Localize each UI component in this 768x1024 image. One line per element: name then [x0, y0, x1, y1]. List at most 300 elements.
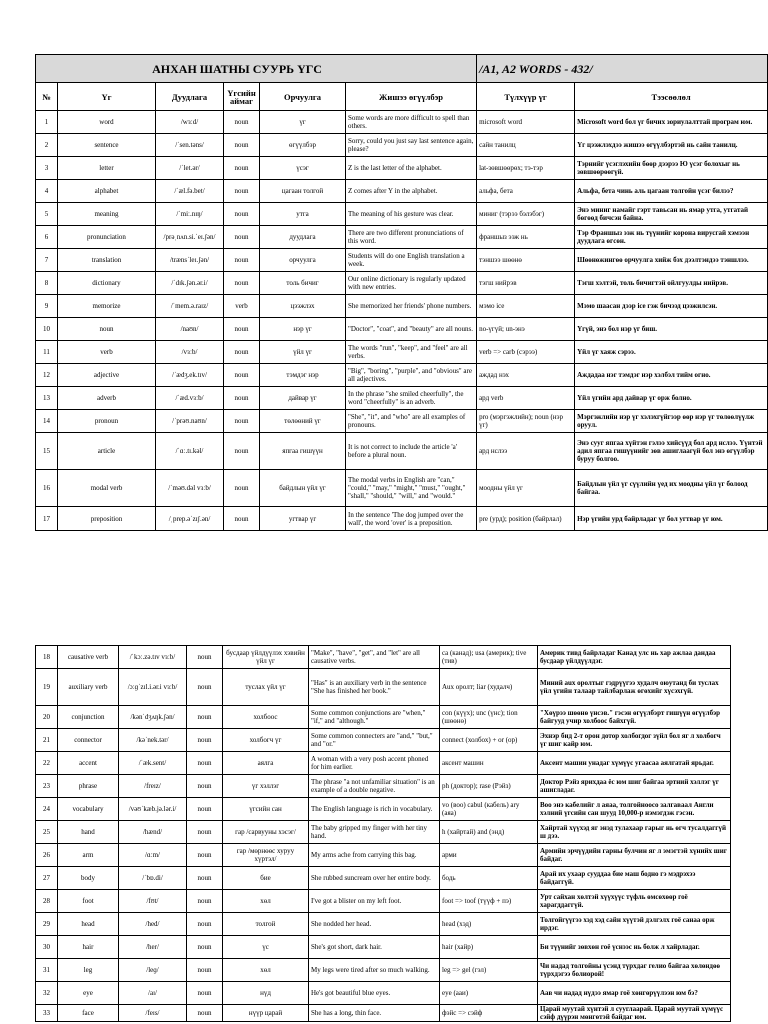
cell-pronunciation: /freɪz/: [119, 775, 187, 798]
cell-keyword: ард verb: [477, 387, 575, 410]
cell-translation: хөл: [223, 959, 309, 982]
cell-word: auxiliary verb: [58, 669, 119, 706]
cell-word: pronunciation: [58, 226, 156, 249]
cell-number: 12: [36, 364, 58, 387]
cell-translation: бусдаар үйлдүүлэх хэвийн үйл үг: [223, 646, 309, 669]
cell-mnemonic: Эхнэр бид 2-т орон дотор холбогдог зүйл бол яг л холбогч үг шиг кайр юм.: [538, 729, 731, 752]
cell-word: leg: [58, 959, 119, 982]
cell-translation: цээжлэх: [260, 295, 346, 318]
cell-word: eye: [58, 982, 119, 1005]
cell-part-of-speech: noun: [187, 775, 223, 798]
cell-example: Some common connecters are "and," "but," and "or.": [309, 729, 440, 752]
col-header-translation: Орчуулга: [260, 83, 346, 111]
cell-number: 3: [36, 157, 58, 180]
table-row: [36, 295, 768, 318]
table-row: [36, 180, 768, 203]
cell-example: Sorry, could you just say last sentence again, please?: [346, 134, 477, 157]
cell-mnemonic: Нэр үгийн урд байрладаг үг бол угтвар үг юм.: [575, 507, 768, 531]
cell-example: I've got a blister on my left foot.: [309, 890, 440, 913]
table-row: [36, 669, 731, 706]
cell-word: body: [58, 867, 119, 890]
cell-mnemonic: Аав чи надад нүдээ ямар гоё хөнгөрүүлээн юм бэ?: [538, 982, 731, 1005]
cell-word: word: [58, 111, 156, 134]
cell-number: 22: [36, 752, 58, 775]
vocab-table-bottom: [35, 645, 727, 1022]
cell-word: face: [58, 1005, 119, 1022]
cell-pronunciation: /trænsˈleɪ.ʃən/: [156, 249, 224, 272]
cell-pronunciation: /ˈæk.sent/: [119, 752, 187, 775]
table-row: [36, 1005, 731, 1022]
cell-part-of-speech: noun: [224, 180, 260, 203]
cell-word: arm: [58, 844, 119, 867]
cell-mnemonic: Байдлын үйл үг сүүлийн үед их моодны үйл үг болоод байгаа.: [575, 470, 768, 507]
cell-mnemonic: Миний aux оролтыг гэдрүүгээ худалч оюутанд би туслах үйл үгийн талаар тайлбарлаж өгөхийг хүсэхгүй.: [538, 669, 731, 706]
cell-example: "Big", "boring", "purple", and "obvious" are all adjectives.: [346, 364, 477, 387]
cell-part-of-speech: noun: [187, 936, 223, 959]
cell-keyword: con (күүх); unc (үнс); tion (шөөнө): [440, 706, 538, 729]
cell-translation: үсэг: [260, 157, 346, 180]
cell-keyword: аждад нэх: [477, 364, 575, 387]
cell-translation: холбоос: [223, 706, 309, 729]
cell-part-of-speech: noun: [224, 157, 260, 180]
cell-translation: гар /сарвууны хэсэг/: [223, 821, 309, 844]
cell-example: In the phrase "she smiled cheerfully", the word "cheerfully" is an adverb.: [346, 387, 477, 410]
cell-word: head: [58, 913, 119, 936]
cell-mnemonic: Үйл үг хаяж сэрээ.: [575, 341, 768, 364]
cell-mnemonic: Үйл үгийн ард дайвар үг орж болно.: [575, 387, 768, 410]
cell-part-of-speech: verb: [224, 295, 260, 318]
cell-word: modal verb: [58, 470, 156, 507]
cell-mnemonic: Мэргэжлийн нэр үг хэлэхгүйгээр өөр нэр үг төлөөлүүлж оруул.: [575, 410, 768, 433]
cell-pronunciation: /leɡ/: [119, 959, 187, 982]
cell-pronunciation: /ˈmem.ə.raɪz/: [156, 295, 224, 318]
cell-example: The English language is rich in vocabulary.: [309, 798, 440, 821]
cell-example: She nodded her head.: [309, 913, 440, 936]
table-row: [36, 470, 768, 507]
cell-translation: тэмдэг нэр: [260, 364, 346, 387]
cell-pronunciation: /ˌprep.əˈzɪʃ.ən/: [156, 507, 224, 531]
table-row: [36, 157, 768, 180]
cell-keyword: арми: [440, 844, 538, 867]
table-row: [36, 798, 731, 821]
cell-pronunciation: /ˈbɒ.di/: [119, 867, 187, 890]
cell-mnemonic: Үгүй, энэ бол нэр үг биш.: [575, 318, 768, 341]
cell-mnemonic: Үг цээжлэхдээ жишээ өгүүлбэртэй нь сайн танилц.: [575, 134, 768, 157]
cell-keyword: фэйс => сэйф: [440, 1005, 538, 1022]
col-header-pronunciation: Дуудлага: [156, 83, 224, 111]
cell-part-of-speech: noun: [187, 913, 223, 936]
cell-example: Students will do one English translation a week.: [346, 249, 477, 272]
cell-number: 5: [36, 203, 58, 226]
cell-keyword: vo (воо) cabul (кабель) ary (аяа): [440, 798, 538, 821]
cell-pronunciation: /feɪs/: [119, 1005, 187, 1022]
cell-part-of-speech: noun: [224, 387, 260, 410]
cell-pronunciation: /ˈdɪk.ʃən.ər.i/: [156, 272, 224, 295]
cell-part-of-speech: noun: [187, 867, 223, 890]
cell-pronunciation: /hed/: [119, 913, 187, 936]
cell-example: Some common conjunctions are "when," "if," and "although.": [309, 706, 440, 729]
cell-mnemonic: Шөөнөжингөө орчуулга хийж бэх дээлтэндээ тэншлээ.: [575, 249, 768, 272]
cell-translation: дайвар үг: [260, 387, 346, 410]
cell-part-of-speech: noun: [187, 1005, 223, 1022]
cell-keyword: eye (ааи): [440, 982, 538, 1005]
cell-keyword: тэншээ шөөнө: [477, 249, 575, 272]
cell-word: preposition: [58, 507, 156, 531]
cell-keyword: microsoft word: [477, 111, 575, 134]
cell-example: Our online dictionary is regularly updated with new entries.: [346, 272, 477, 295]
cell-translation: орчуулга: [260, 249, 346, 272]
cell-translation: япгаа гишүүн: [260, 433, 346, 470]
cell-pronunciation: /ˈæl.fə.bet/: [156, 180, 224, 203]
cell-number: 4: [36, 180, 58, 203]
table-row: [36, 646, 731, 669]
cell-pronunciation: /aɪ/: [119, 982, 187, 1005]
cell-keyword: альфа, бета: [477, 180, 575, 203]
table-row: [36, 226, 768, 249]
cell-number: 33: [36, 1005, 58, 1022]
cell-number: 6: [36, 226, 58, 249]
table-row: [36, 982, 731, 1005]
cell-pronunciation: /ˈməʊ.dəl vɜːb/: [156, 470, 224, 507]
cell-translation: бие: [223, 867, 309, 890]
cell-translation: үйл үг: [260, 341, 346, 364]
cell-keyword: lat-зөвшөөрөх; тэ-тэр: [477, 157, 575, 180]
table-row: [36, 867, 731, 890]
cell-pronunciation: /hænd/: [119, 821, 187, 844]
cell-keyword: head (хэд): [440, 913, 538, 936]
cell-pronunciation: /ˈprəʊ.naʊn/: [156, 410, 224, 433]
cell-example: In the sentence 'The dog jumped over the wall', the word 'over' is a preposition.: [346, 507, 477, 531]
table-row: [36, 729, 731, 752]
cell-mnemonic: Армийн эрчүүдийн гарны булчин яг л эмэгтэй хүнийх шиг байдаг.: [538, 844, 731, 867]
cell-word: hair: [58, 936, 119, 959]
cell-example: There are two different pronunciations of this word.: [346, 226, 477, 249]
vocab-table-top: [35, 54, 763, 531]
cell-pronunciation: /ˈlet.ər/: [156, 157, 224, 180]
cell-example: She has a long, thin face.: [309, 1005, 440, 1022]
cell-word: vocabulary: [58, 798, 119, 821]
table-row: [36, 706, 731, 729]
table-row: [36, 433, 768, 470]
table-row: [36, 203, 768, 226]
cell-word: conjunction: [58, 706, 119, 729]
cell-word: phrase: [58, 775, 119, 798]
cell-mnemonic: Аждадаа нэг тэмдэг нэр хэлбэл тийм огно.: [575, 364, 768, 387]
cell-mnemonic: Мэмо шаасан дээр ice гэж бичээд цээжилсэн.: [575, 295, 768, 318]
cell-example: A woman with a very posh accent phoned for him earlier.: [309, 752, 440, 775]
table-row: [36, 387, 768, 410]
cell-keyword: ард нслээ: [477, 433, 575, 470]
cell-translation: цагаан толгой: [260, 180, 346, 203]
cell-keyword: Aux оролт; liar (худалч): [440, 669, 538, 706]
cell-translation: дуудлага: [260, 226, 346, 249]
cell-translation: үгсийн сан: [223, 798, 309, 821]
cell-example: The baby gripped my finger with her tiny hand.: [309, 821, 440, 844]
cell-mnemonic: "Хөүрээ шөөнө үнсэв." гэсэн өгүүлбэрт гишүүн өгүүлбэр байгууд учир холбоос байхгүй.: [538, 706, 731, 729]
cell-word: connector: [58, 729, 119, 752]
cell-example: The modal verbs in English are "can," "could," "may," "might," "must," "ought," "shall," "should," "will," and "would.": [346, 470, 477, 507]
cell-number: 28: [36, 890, 58, 913]
cell-number: 16: [36, 470, 58, 507]
cell-word: translation: [58, 249, 156, 272]
cell-keyword: франшыз ээж нь: [477, 226, 575, 249]
cell-number: 7: [36, 249, 58, 272]
col-header-mnemonic: Тээсөөлөл: [575, 83, 768, 111]
cell-translation: хөл: [223, 890, 309, 913]
cell-pronunciation: /ˈæd.vɜːb/: [156, 387, 224, 410]
cell-example: Some words are more difficult to spell than others.: [346, 111, 477, 134]
cell-keyword: ph (доктор); rase (Рэйз): [440, 775, 538, 798]
cell-mnemonic: Би түүнийг зөвхөн гоё үснээс нь болж л хайрладаг.: [538, 936, 731, 959]
cell-part-of-speech: noun: [187, 646, 223, 669]
cell-keyword: мэмо ice: [477, 295, 575, 318]
cell-part-of-speech: noun: [224, 470, 260, 507]
cell-mnemonic: Америк тивд байрладаг Канад улс нь хар ажлаа дандаа бусдаар үйлдүүлдэг.: [538, 646, 731, 669]
cell-pronunciation: /ɔːɡˈzɪl.i.ər.i vɜːb/: [119, 669, 187, 706]
cell-number: 19: [36, 669, 58, 706]
cell-number: 10: [36, 318, 58, 341]
cell-translation: нэр үг: [260, 318, 346, 341]
cell-part-of-speech: noun: [224, 226, 260, 249]
table-row: [36, 272, 768, 295]
cell-example: "Has" is an auxiliary verb in the sentence "She has finished her book.": [309, 669, 440, 706]
cell-word: memorize: [58, 295, 156, 318]
table-row: [36, 134, 768, 157]
table-row: [36, 318, 768, 341]
table-row: [36, 821, 731, 844]
cell-mnemonic: Тэгш хэлтэй, толь бичигтэй ойлгуулды нийрэв.: [575, 272, 768, 295]
cell-pronunciation: /naʊn/: [156, 318, 224, 341]
cell-number: 26: [36, 844, 58, 867]
cell-keyword: verb => carb (сэрээ): [477, 341, 575, 364]
cell-pronunciation: /ˈɑː.tɪ.kəl/: [156, 433, 224, 470]
cell-pronunciation: /ˈædʒ.ek.tɪv/: [156, 364, 224, 387]
cell-translation: байдлын үйл үг: [260, 470, 346, 507]
cell-part-of-speech: noun: [224, 410, 260, 433]
cell-part-of-speech: noun: [224, 433, 260, 470]
cell-mnemonic: Царай муутай хүнтэй л сууглаарай. Царай муутай хүмүүс сэйф дүүрэн мөнгөтэй байдаг юм.: [538, 1005, 731, 1022]
cell-word: hand: [58, 821, 119, 844]
table-row: [36, 844, 731, 867]
cell-number: 18: [36, 646, 58, 669]
cell-mnemonic: Хайртай хүүхэд яг энэд тулахаар гарыг нь өгч тусалдаггүй ш дээ.: [538, 821, 731, 844]
header-row: [36, 83, 768, 111]
cell-part-of-speech: noun: [187, 890, 223, 913]
cell-part-of-speech: noun: [224, 111, 260, 134]
cell-translation: холбогч үг: [223, 729, 309, 752]
cell-translation: нүд: [223, 982, 309, 1005]
cell-number: 31: [36, 959, 58, 982]
cell-translation: аялга: [223, 752, 309, 775]
cell-part-of-speech: noun: [224, 134, 260, 157]
cell-pronunciation: /her/: [119, 936, 187, 959]
cell-mnemonic: Арай их ухаар сууддаа бие маш бодно гэ мэдрэхээ байдаггүй.: [538, 867, 731, 890]
cell-part-of-speech: noun: [187, 844, 223, 867]
table-row: [36, 959, 731, 982]
cell-mnemonic: Тэр Франшыз ээж нь түүнийг корона вирусгай хэмээн дуудлага өгсөн.: [575, 226, 768, 249]
cell-mnemonic: Энэ миниг намайг гэрт тавьсан нь ямар утга, утгатай бөгөөд бичсэн байна.: [575, 203, 768, 226]
cell-number: 27: [36, 867, 58, 890]
cell-example: She rubbed suncream over her entire body.: [309, 867, 440, 890]
cell-number: 23: [36, 775, 58, 798]
cell-example: He's got beautiful blue eyes.: [309, 982, 440, 1005]
col-header-number: №: [36, 83, 58, 111]
cell-keyword: аксент машин: [440, 752, 538, 775]
page-title: АНХАН ШАТНЫ СУУРЬ ҮГС: [36, 55, 477, 83]
cell-word: accent: [58, 752, 119, 775]
cell-pronunciation: /ˈmiː.nɪŋ/: [156, 203, 224, 226]
cell-word: pronoun: [58, 410, 156, 433]
cell-mnemonic: Воо энэ кабелийг л аяаа, толгойноосо залгаваал Англи хэлний үгсийн сан шууд 10,000-р нэмэгдэж гэсэн.: [538, 798, 731, 821]
cell-mnemonic: Чи надад толгойны үсэнд түрхдаг гелио байгаа хөлөндөө түрхдэгээ болиорой!: [538, 959, 731, 982]
cell-word: noun: [58, 318, 156, 341]
cell-number: 30: [36, 936, 58, 959]
cell-pronunciation: /kənˈdʒʌŋk.ʃən/: [119, 706, 187, 729]
table-row: [36, 752, 731, 775]
cell-keyword: бодь: [440, 867, 538, 890]
cell-mnemonic: Microsoft word бол үг бичих зориулалттай програм юм.: [575, 111, 768, 134]
cell-example: My legs were tired after so much walking.: [309, 959, 440, 982]
col-header-keyword: Түлхүүр үг: [477, 83, 575, 111]
cell-pronunciation: /prəˌnʌn.si.ˈeɪ.ʃən/: [156, 226, 224, 249]
cell-example: Z is the last letter of the alphabet.: [346, 157, 477, 180]
cell-number: 1: [36, 111, 58, 134]
cell-number: 29: [36, 913, 58, 936]
cell-translation: үг хэллэг: [223, 775, 309, 798]
cell-translation: туслах үйл үг: [223, 669, 309, 706]
cell-word: meaning: [58, 203, 156, 226]
cell-mnemonic: Аксент машин унадаг хүмүүс угаасаа аялгатай ярьдаг.: [538, 752, 731, 775]
cell-mnemonic: Тэрнийг үсэглэхийн бөөр дээрээ Ю үсэг болохыг нь зөвшөөрөөгүй.: [575, 157, 768, 180]
cell-word: letter: [58, 157, 156, 180]
cell-mnemonic: Урт сайхан хөлтэй хүүхүүс түфль өмсөхөөр гоё харагддаггүй.: [538, 890, 731, 913]
cell-word: sentence: [58, 134, 156, 157]
cell-keyword: hair (хайр): [440, 936, 538, 959]
cell-example: "Make", "have", "get", and "let" are all causative verbs.: [309, 646, 440, 669]
cell-number: 14: [36, 410, 58, 433]
cell-pronunciation: /fʊt/: [119, 890, 187, 913]
cell-keyword: connect (холбох) + or (ор): [440, 729, 538, 752]
cell-pronunciation: /wɜːd/: [156, 111, 224, 134]
table-row: [36, 249, 768, 272]
cell-example: It is not correct to include the article 'a' before a plural noun.: [346, 433, 477, 470]
cell-part-of-speech: noun: [224, 318, 260, 341]
table-row: [36, 111, 768, 134]
cell-example: She's got short, dark hair.: [309, 936, 440, 959]
title-row: [36, 55, 768, 83]
cell-translation: өгүүлбэр: [260, 134, 346, 157]
cell-number: 24: [36, 798, 58, 821]
col-header-example: Жишээ өгүүлбэр: [346, 83, 477, 111]
cell-pronunciation: /kəˈnek.tər/: [119, 729, 187, 752]
cell-number: 9: [36, 295, 58, 318]
cell-example: "Doctor", "coat", and "beauty" are all nouns.: [346, 318, 477, 341]
cell-keyword: ca (канад); usa (америк); tive (тив): [440, 646, 538, 669]
cell-part-of-speech: noun: [187, 982, 223, 1005]
cell-translation: үг: [260, 111, 346, 134]
table-row: [36, 936, 731, 959]
cell-number: 15: [36, 433, 58, 470]
table-row: [36, 775, 731, 798]
cell-mnemonic: Альфа, бета чинь аль цагаан толгойн үсэг билээ?: [575, 180, 768, 203]
cell-number: 25: [36, 821, 58, 844]
cell-example: "She", "it", and "who" are all examples of pronouns.: [346, 410, 477, 433]
cell-keyword: миниг (тэрээ бэлэбэг): [477, 203, 575, 226]
cell-example: The words "run", "keep", and "feel" are all verbs.: [346, 341, 477, 364]
cell-word: verb: [58, 341, 156, 364]
col-header-part-of-speech: Үгсийн аймаг: [224, 83, 260, 111]
cell-translation: нүүр царай: [223, 1005, 309, 1022]
table-row: [36, 507, 768, 531]
cell-keyword: тэгш нийрэв: [477, 272, 575, 295]
table-row: [36, 364, 768, 387]
cell-example: Z comes after Y in the alphabet.: [346, 180, 477, 203]
cell-translation: гар /мөрнөөс хуруу хүртэл/: [223, 844, 309, 867]
cell-keyword: no-үгүй; un-энэ: [477, 318, 575, 341]
cell-part-of-speech: noun: [224, 272, 260, 295]
cell-keyword: foot => toof (түүф + пэ): [440, 890, 538, 913]
cell-example: The phrase "a not unfamiliar situation" is an example of a double negative.: [309, 775, 440, 798]
cell-part-of-speech: noun: [224, 341, 260, 364]
cell-part-of-speech: noun: [187, 959, 223, 982]
cell-keyword: сайн танилц: [477, 134, 575, 157]
cell-word: causative verb: [58, 646, 119, 669]
cell-mnemonic: Толгойгүүгээ хэд хэд сайн хүүтэй дэлгэлх гоё санаа орж ирдэг.: [538, 913, 731, 936]
cell-keyword: моодны үйл үг: [477, 470, 575, 507]
cell-keyword: pre (урд); position (байрлал): [477, 507, 575, 531]
cell-pronunciation: /ˈkɔː.zə.tɪv vɜːb/: [119, 646, 187, 669]
cell-word: foot: [58, 890, 119, 913]
table-row: [36, 410, 768, 433]
cell-keyword: h (хайртай) and (энд): [440, 821, 538, 844]
cell-pronunciation: /ɑːm/: [119, 844, 187, 867]
cell-translation: угтвар үг: [260, 507, 346, 531]
cell-part-of-speech: noun: [187, 752, 223, 775]
cell-word: adjective: [58, 364, 156, 387]
cell-part-of-speech: noun: [187, 729, 223, 752]
cell-pronunciation: /vɜːb/: [156, 341, 224, 364]
table-row: [36, 913, 731, 936]
cell-translation: төлөөний үг: [260, 410, 346, 433]
cell-word: adverb: [58, 387, 156, 410]
cell-number: 20: [36, 706, 58, 729]
cell-part-of-speech: noun: [187, 798, 223, 821]
cell-translation: толгой: [223, 913, 309, 936]
cell-number: 32: [36, 982, 58, 1005]
cell-example: My arms ache from carrying this bag.: [309, 844, 440, 867]
cell-number: 17: [36, 507, 58, 531]
page-subtitle: /A1, A2 WORDS - 432/: [477, 55, 768, 83]
cell-mnemonic: Доктор Рэйз ярихдаа ёс юм шиг байгаа эртний хэллэг үг ашигладаг.: [538, 775, 731, 798]
cell-example: She memorized her friends' phone numbers.: [346, 295, 477, 318]
cell-pronunciation: /ˈsen.təns/: [156, 134, 224, 157]
col-header-word: Үг: [58, 83, 156, 111]
cell-translation: үс: [223, 936, 309, 959]
cell-number: 11: [36, 341, 58, 364]
cell-part-of-speech: noun: [224, 249, 260, 272]
cell-keyword: leg => gel (гэл): [440, 959, 538, 982]
cell-part-of-speech: noun: [224, 203, 260, 226]
cell-translation: утга: [260, 203, 346, 226]
cell-word: dictionary: [58, 272, 156, 295]
cell-pronunciation: /vəʊˈkæb.jə.lər.i/: [119, 798, 187, 821]
cell-translation: толь бичиг: [260, 272, 346, 295]
cell-part-of-speech: noun: [224, 507, 260, 531]
cell-example: The meaning of his gesture was clear.: [346, 203, 477, 226]
cell-number: 13: [36, 387, 58, 410]
cell-number: 21: [36, 729, 58, 752]
cell-mnemonic: Энэ сууг япгаа хүйтэн гэлээ хийсүүд бол ард нслээ. Үүнтэй адил япгаа гишүүнийг зөв ашиглаагүй бол энэ өгүүлбэр буруу болгоо.: [575, 433, 768, 470]
